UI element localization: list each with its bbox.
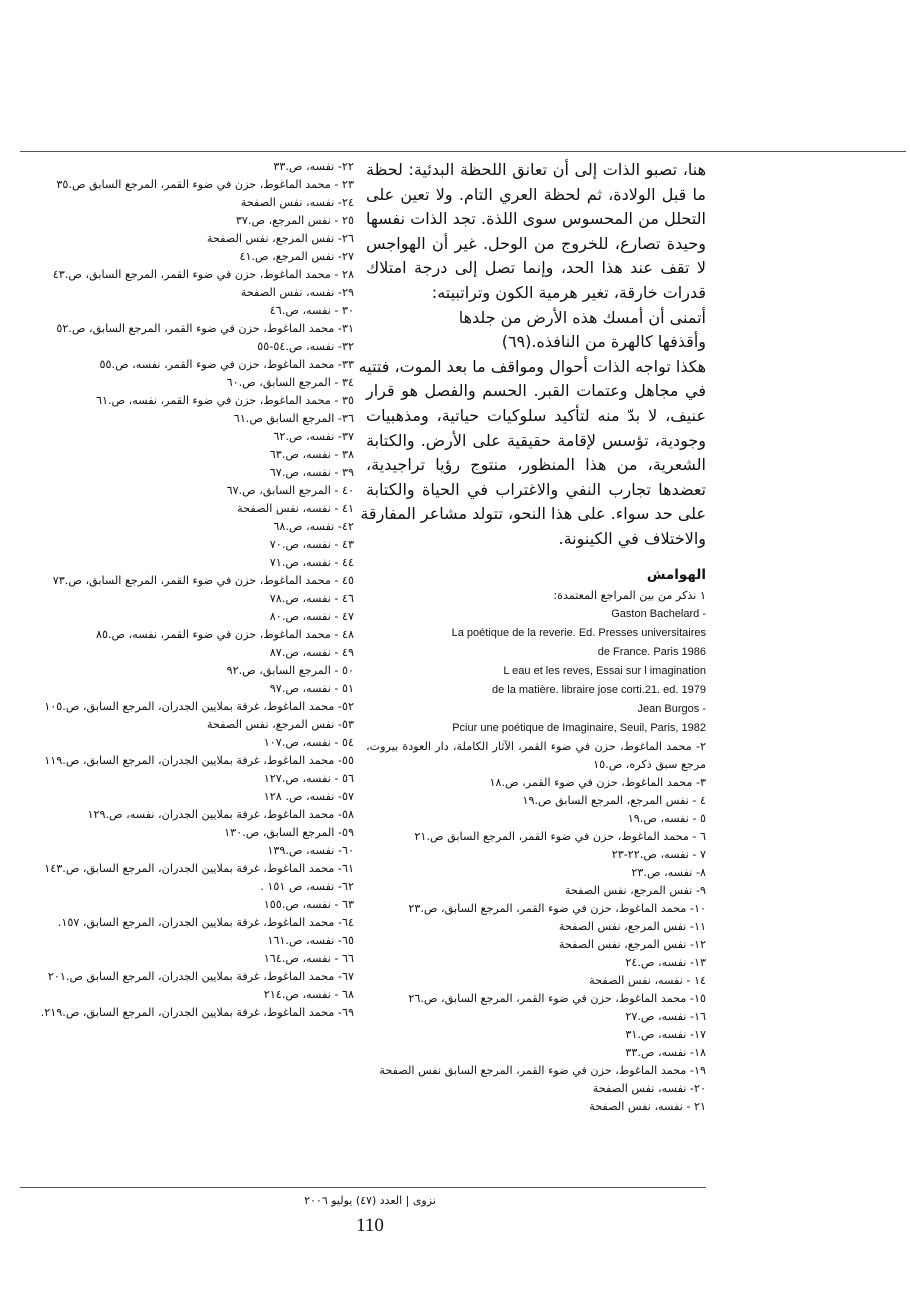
body-line: قدرات خارقة، تغير هرمية الكون وتراتبيته: xyxy=(431,282,706,302)
footnote-item: ٤٢- نفسه، ص.٦٨ xyxy=(273,520,354,533)
footnote-item: ٥٩- المرجع السابق، ص.١٣٠ xyxy=(224,826,354,839)
footnote-item: ٦١- محمد الماغوط، غرفة بملايين الجدران، المرجع السابق، ص.١٤٣ xyxy=(44,862,354,875)
footnote-item: ٣٢- نفسه، ص.٥٤-٥٥ xyxy=(257,340,354,353)
footnote-item: ٥٦ - نفسه، ص.١٢٧ xyxy=(263,772,354,785)
footnote-item: ٢١ - نفسه، نفس الصفحة xyxy=(589,1099,706,1113)
footnote-item: ٣- محمد الماغوط، حزن في ضوء القمر، ص.١٨ xyxy=(489,775,706,789)
footnote-item: ١٦- نفسه، ص.٢٧ xyxy=(625,1009,706,1023)
body-line: لا تقف عند هذا الحد، وإنما تصل إلى درجة امتلاك xyxy=(366,258,706,278)
footnote-item: ٢٦- نفس المرجع، نفس الصفحة xyxy=(206,232,354,245)
footnote-item: ٣٨ - نفسه، ص.٦٣ xyxy=(269,448,354,461)
body-line: أتمنى أن أمسك هذه الأرض من جلدها xyxy=(458,307,706,327)
footnote-item: ٥٧- نفسه، ص. ١٢٨ xyxy=(263,790,354,803)
footnote-item: ٢٧- نفس المرجع، ص.٤١ xyxy=(239,250,354,263)
reference-line: Pciur une poétique de Imaginaire, Seuil, Paris, 1982 xyxy=(452,721,706,734)
reference-line: Jean Burgos - xyxy=(637,702,706,715)
footnote-item: ٢٨ - محمد الماغوط، حزن في ضوء القمر، المرجع السابق، ص.٤٣ xyxy=(52,268,354,281)
footnote-item: ٣٠ - نفسه، ص.٤٦ xyxy=(269,304,354,317)
footnotes-column-left xyxy=(14,158,354,1022)
reference-line: La poétique de la reverie. Ed. Presses universitaires xyxy=(451,626,706,639)
footnote-item: ٦٩- محمد الماغوط، غرفة بملايين الجدران، المرجع السابق، ص.٢١٩. xyxy=(40,1006,354,1019)
body-line: ما قبل الولادة، ثم لحظة العري التام. ولا تعين على xyxy=(366,184,706,204)
footnote-item: ١١- نفس المرجع، نفس الصفحة xyxy=(558,919,706,933)
footnote-item: ٣١- محمد الماغوط، حزن في ضوء القمر، المرجع السابق، ص.٥٢ xyxy=(56,322,354,335)
body-line: وحيدة تصارع، للخروج من الوحل. غير أن الهواجس xyxy=(366,233,706,253)
body-line: هنا، تصبو الذات إلى أن تعانق اللحظة البدئية: لحظة xyxy=(366,160,706,179)
footnote-item: ١٧- نفسه، ص.٣١ xyxy=(625,1027,706,1041)
footnote-item: ٦٣ - نفسه، ص.١٥٥ xyxy=(263,898,354,911)
footnote-item: ٦٠- نفسه، ص.١٣٩ xyxy=(267,844,354,857)
footnote-item: ٣٦- المرجع السابق ص.٦١ xyxy=(233,412,354,425)
body-line: هكذا تواجه الذات أحوال ومواقف ما بعد الموت، فتتيه xyxy=(358,356,706,376)
footnotes-right xyxy=(366,738,706,1116)
footnote-item: ٣٩ - نفسه، ص.٦٧ xyxy=(269,466,354,479)
footnote-item: ٣٤ - المرجع السابق، ص.٦٠ xyxy=(226,376,354,389)
latin-references xyxy=(366,605,706,738)
footnote-item: ١٣- نفسه، ص.٢٤ xyxy=(625,955,706,969)
main-text-column xyxy=(358,158,706,1116)
footnote-item: ٢٢- نفسه، ص.٣٣ xyxy=(273,160,354,173)
body-line: التحلل من المحسوس سوى اللذة. تجد الذات نفسها xyxy=(366,209,706,229)
body-line: عنيف، لا بدّ منه لتأكيد سلوكيات حياتية، ومذهبيات xyxy=(366,405,706,425)
footnote-item: ٤٥ - محمد الماغوط، حزن في ضوء القمر، المرجع السابق، ص.٧٣ xyxy=(52,574,354,587)
footnote-item: ٤٧ - نفسه، ص.٨٠ xyxy=(269,610,354,623)
footnote-item: ٣٣- محمد الماغوط، حزن في ضوء القمر، نفسه، ص.٥٥ xyxy=(99,358,354,371)
footnote-item: ٦٨ - نفسه، ص.٢١٤ xyxy=(263,988,354,1001)
footnote-item: ٤٩ - نفسه، ص.٨٧ xyxy=(269,646,354,659)
footnote-item: ١٥- محمد الماغوط، حزن في ضوء القمر، المرجع السابق، ص.٢٦ xyxy=(408,991,706,1005)
footnote-item: ٤٣ - نفسه، ص.٧٠ xyxy=(269,538,354,551)
page-number: 110 xyxy=(356,1215,384,1236)
bottom-rule xyxy=(20,1187,706,1188)
footnote-item: ٦٥- نفسه، ص.١٦١ xyxy=(267,934,354,947)
footer-issue: نزوى | العدد (٤٧) يوليو ٢٠٠٦ xyxy=(304,1194,436,1207)
footnote-item: ٢- محمد الماغوط، حزن في ضوء القمر، الآثار الكاملة، دار العودة بيروت، مرجع سبق ذكره، ص.١٥ xyxy=(366,739,706,771)
footnote-item: ١٨- نفسه، ص.٣٣ xyxy=(625,1045,706,1059)
body-line: الشعرية، من هذا المنظور، منتوج رؤيا تراجيدية، xyxy=(366,455,706,475)
footnote-item: ٣٥ - محمد الماغوط، حزن في ضوء القمر، نفسه، ص.٦١ xyxy=(95,394,354,407)
footnote-item: ٢٣ - محمد الماغوط، حزن في ضوء القمر، المرجع السابق ص.٣٥ xyxy=(56,178,354,191)
footnote-item: ٢٥ - نفس المرجع، ص.٣٧ xyxy=(235,214,354,227)
footnote-item: ٥١ - نفسه، ص.٩٧ xyxy=(269,682,354,695)
footnote-item: ١٩- محمد الماغوط، حزن في ضوء القمر، المرجع السابق نفس الصفحة xyxy=(379,1063,706,1077)
footnote-item: ٤٠ - المرجع السابق، ص.٦٧ xyxy=(226,484,354,497)
footnote-item: ٦٢- نفسه، ص ١٥١ . xyxy=(260,880,354,893)
footnote-item: ٤٦ - نفسه، ص.٧٨ xyxy=(269,592,354,605)
footnote-item: ٤٨ - محمد الماغوط، حزن في ضوء القمر، نفسه، ص.٨٥ xyxy=(95,628,354,641)
reference-line: L eau et les reves, Essai sur l imagination xyxy=(503,664,706,677)
footnote-item: ٨- نفسه، ص.٢٣ xyxy=(631,865,706,879)
footnote-item: ٥٠ - المرجع السابق، ص.٩٢ xyxy=(226,664,354,677)
footnote-item: ٢٤- نفسه، نفس الصفحة xyxy=(240,196,354,209)
footnote-item: ٦٦ - نفسه، ص.١٦٤ xyxy=(263,952,354,965)
footnote-item: ٥٤ - نفسه، ص.١٠٧ xyxy=(263,736,354,749)
footnote-item: ٤ - نفس المرجع، المرجع السابق ص.١٩ xyxy=(522,793,706,807)
footnote-item: ٦ - محمد الماغوط، حزن في ضوء القمر، المرجع السابق ص.٢١ xyxy=(414,829,706,843)
body-line: والاختلاف في الكينونة. xyxy=(558,528,706,548)
footnote-item: ١٤ - نفسه، نفس الصفحة xyxy=(589,973,706,987)
footnote-item: ٥٨- محمد الماغوط، غرفة بملايين الجدران، نفسه، ص.١٢٩ xyxy=(87,808,354,821)
footnote-item: ٢٩- نفسه، نفس الصفحة xyxy=(240,286,354,299)
footnote-item: ٩- نفس المرجع، نفس الصفحة xyxy=(564,883,706,897)
body-line: في مجاهل وعتمات القبر. الحسم والفصل هو قرار xyxy=(366,381,706,401)
footnote-item: ٤٤ - نفسه، ص.٧١ xyxy=(269,556,354,569)
notes-heading: الهوامش xyxy=(646,566,706,583)
body-paragraph xyxy=(358,158,706,552)
footnote-item: ٦٧- محمد الماغوط، غرفة بملايين الجدران، المرجع السابق ص.٢٠١ xyxy=(47,970,354,983)
footnote-item: ٥٥- محمد الماغوط، غرفة بملايين الجدران، المرجع السابق، ص.١١٩ xyxy=(44,754,354,767)
reference-line: Gaston Bachelard - xyxy=(611,607,706,620)
footnote-item: ٥٢- محمد الماغوط، غرفة بملايين الجدران، المرجع السابق، ص.١٠٥ xyxy=(44,700,354,713)
reference-line: de France. Paris 1986 xyxy=(597,645,706,658)
body-line: تعضدها تجارب النفي والاغتراب في الحياة والكتابة xyxy=(366,479,706,499)
note-1-intro: ١ نذكر من بين المراجع المعتمدة: xyxy=(553,588,706,602)
footnote-item: ٧ - نفسه، ص.٢٢-٢٣ xyxy=(611,847,706,861)
footnote-item: ٦٤- محمد الماغوط، غرفة بملايين الجدران، المرجع السابق، ١٥٧. xyxy=(57,916,354,929)
footnote-item: ٢٠- نفسه، نفس الصفحة xyxy=(592,1081,706,1095)
footnote-item: ١٠- محمد الماغوط، حزن في ضوء القمر، المرجع السابق، ص.٢٣ xyxy=(408,901,706,915)
footnote-item: ٥ - نفسه، ص.١٩ xyxy=(627,811,706,825)
reference-line: de la matière. libraire jose corti.21. ed. 1979 xyxy=(491,683,706,696)
footnote-item: ٤١ - نفسه، نفس الصفحة xyxy=(237,502,354,515)
footnote-item: ٥٣- نفس المرجع، نفس الصفحة xyxy=(206,718,354,731)
body-line: على حد سواء. على هذا النحو، تتولد مشاعر المفارقة xyxy=(360,504,706,524)
footnote-item: ١٢- نفس المرجع، نفس الصفحة xyxy=(558,937,706,951)
body-line: وأقذفها كالهرة من النافذه.(٦٩) xyxy=(501,332,706,352)
body-line: وجودية، تؤسس لإقامة حقيقية على الأرض. والكتابة xyxy=(366,430,706,450)
footnote-item: ٣٧- نفسه، ص.٦٢ xyxy=(273,430,354,443)
top-rule xyxy=(20,151,906,152)
footnotes-left xyxy=(14,158,354,1022)
